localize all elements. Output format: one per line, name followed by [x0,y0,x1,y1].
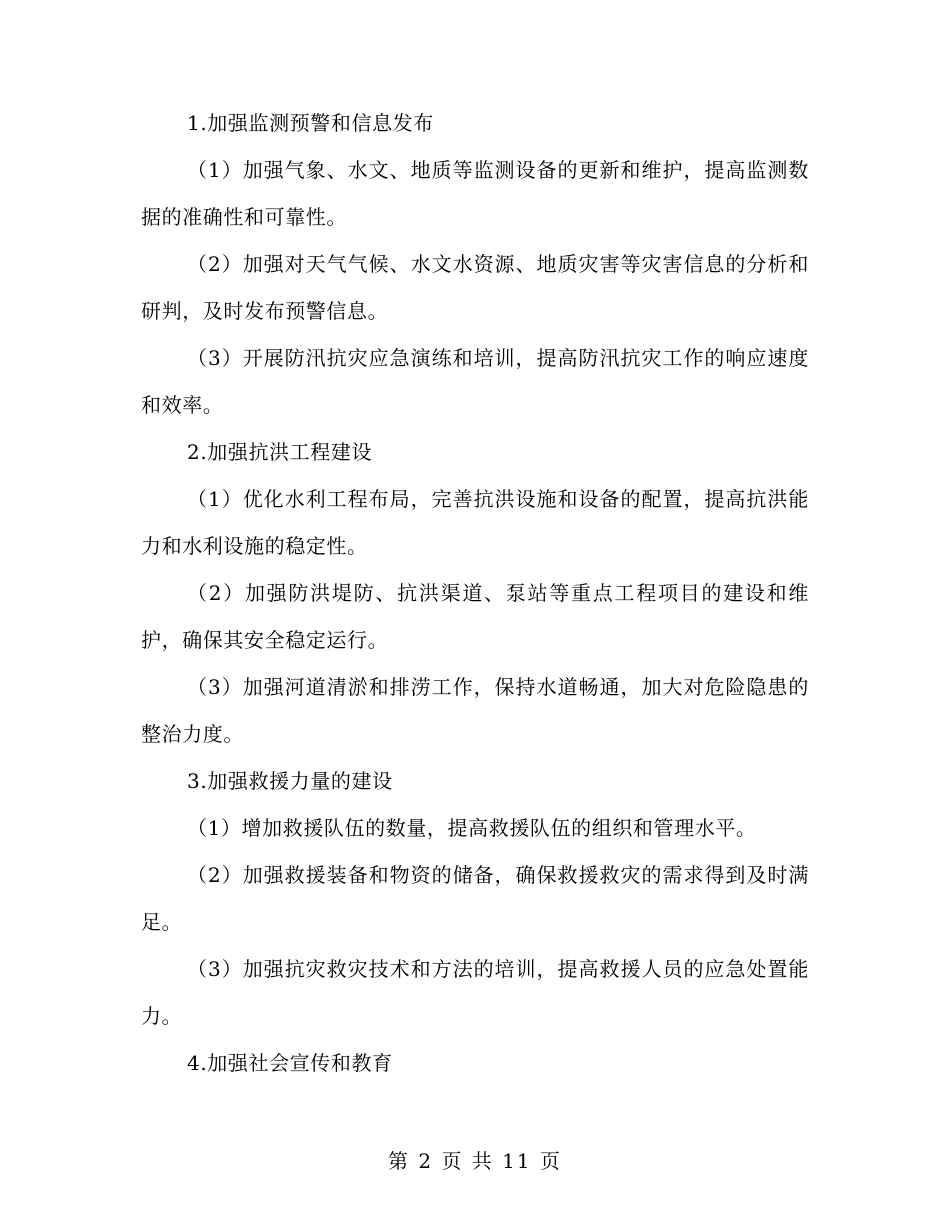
list-item: （1）增加救援队伍的数量，提高救援队伍的组织和管理水平。 [187,816,757,840]
document-body [141,100,809,1087]
section-heading: 3.加强救援力量的建设 [187,769,393,793]
list-item: （2）加强防洪堤防、抗洪渠道、泵站等重点工程项目的建设和维护，确保其安全稳定运行。 [141,581,809,652]
section-heading: 1.加强监测预警和信息发布 [187,111,434,135]
list-item: （3）加强抗灾救灾技术和方法的培训，提高救援人员的应急处置能力。 [141,957,809,1028]
list-item: （3）开展防汛抗灾应急演练和培训，提高防汛抗灾工作的响应速度和效率。 [141,346,809,417]
list-item: （2）加强救援装备和物资的储备，确保救援救灾的需求得到及时满足。 [141,863,809,934]
page-number-footer: 第 2 页 共 11 页 [388,1149,562,1173]
list-item: （3）加强河道清淤和排涝工作，保持水道畅通，加大对危险隐患的整治力度。 [141,675,809,746]
section-heading: 4.加强社会宣传和教育 [187,1051,393,1075]
list-item: （2）加强对天气气候、水文水资源、地质灾害等灾害信息的分析和研判，及时发布预警信息。 [141,252,809,323]
list-item: （1）加强气象、水文、地质等监测设备的更新和维护，提高监测数据的准确性和可靠性。 [141,158,809,229]
list-item: （1）优化水利工程布局，完善抗洪设施和设备的配置，提高抗洪能力和水利设施的稳定性。 [141,487,809,558]
section-heading: 2.加强抗洪工程建设 [187,440,373,464]
